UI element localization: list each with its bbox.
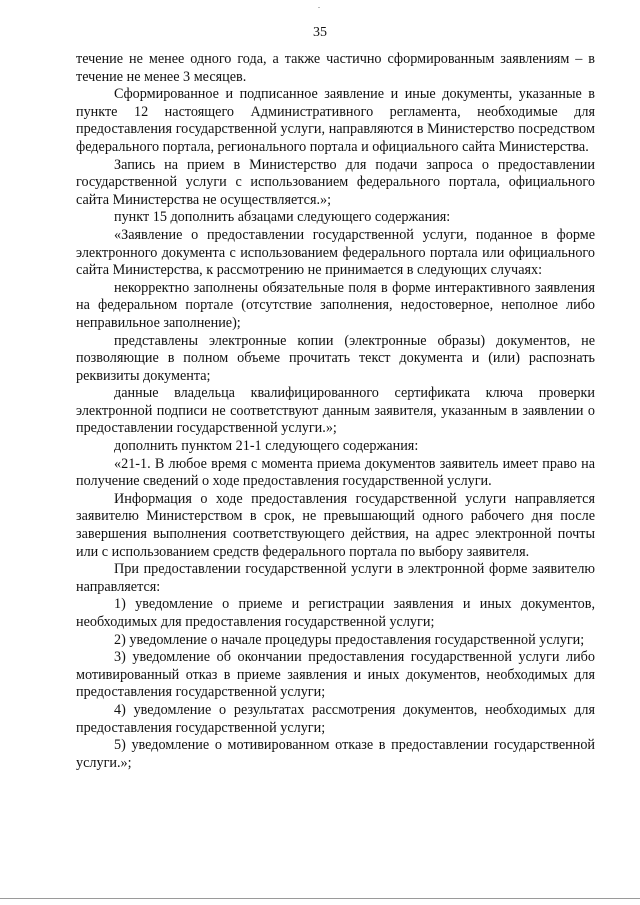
paragraph: течение не менее одного года, а также частично сформированным заявлениям – в течение не менее 3 месяцев.	[76, 51, 595, 85]
paragraph: Запись на прием в Министерство для подачи запроса о предоставлении государственной услуги с использованием федерального портала, официального сайта Министерства не осуществляется.»;	[76, 156, 595, 208]
paragraph: «21-1. В любое время с момента приема документов заявитель имеет право на получение сведений о ходе предоставления государственной услуги.	[76, 455, 595, 490]
paragraph: представлены электронные копии (электронные образы) документов, не позволяющие в полном объеме прочитать текст документа и (или) распознать реквизиты документа;	[76, 332, 595, 384]
paragraph: «Заявление о предоставлении государственной услуги, поданное в форме электронного документа с использованием федерального портала или официального сайта Министерства, к рассмотрению не принимается в следующих случаях:	[76, 226, 595, 279]
document-body	[76, 51, 595, 772]
page-number: 35	[313, 25, 327, 40]
paragraph: Информация о ходе предоставления государственной услуги направляется заявителю Министерством в срок, не превышающий одного рабочего дня после завершения выполнения соответствующего действия, на адрес электронной почты или с использованием средств федерального портала по выбору заявителя.	[76, 490, 595, 560]
paragraph: 3) уведомление об окончании предоставления государственной услуги либо мотивированный отказ в приеме заявления и иных документов, необходимых для предоставления государственной услуги;	[76, 649, 595, 701]
paragraph: Сформированное и подписанное заявление и иные документы, указанные в пункте 12 настоящего Административного регламента, необходимые для предоставления государственной услуги, направляются в Министерство посредством федерального портала, регионального портала и официального сайта Министерства.	[76, 86, 595, 155]
paragraph: 4) уведомление о результатах рассмотрения документов, необходимых для предоставления государственной услуги;	[76, 701, 595, 736]
paragraph: 5) уведомление о мотивированном отказе в предоставлении государственной услуги.»;	[76, 737, 595, 771]
paragraph: 2) уведомление о начале процедуры предоставления государственной услуги;	[114, 631, 585, 648]
paragraph: При предоставлении государственной услуги в электронной форме заявителю направляется:	[76, 561, 595, 595]
paragraph: пункт 15 дополнить абзацами следующего содержания:	[114, 209, 451, 226]
scan-speck	[318, 7, 320, 8]
paragraph: 1) уведомление о приеме и регистрации заявления и иных документов, необходимых для предоставления государственной услуги;	[76, 596, 595, 630]
page-bottom-edge	[0, 898, 640, 899]
paragraph: некорректно заполнены обязательные поля в форме интерактивного заявления на федеральном портале (отсутствие заполнения, недостоверное, неполное либо неправильное заполнение);	[76, 279, 595, 331]
paragraph: данные владельца квалифицированного сертификата ключа проверки электронной подписи не соответствуют данным заявителя, указанным в заявлении о предоставлении государственной услуги.»;	[76, 385, 595, 437]
paragraph: дополнить пунктом 21-1 следующего содержания:	[114, 438, 419, 455]
